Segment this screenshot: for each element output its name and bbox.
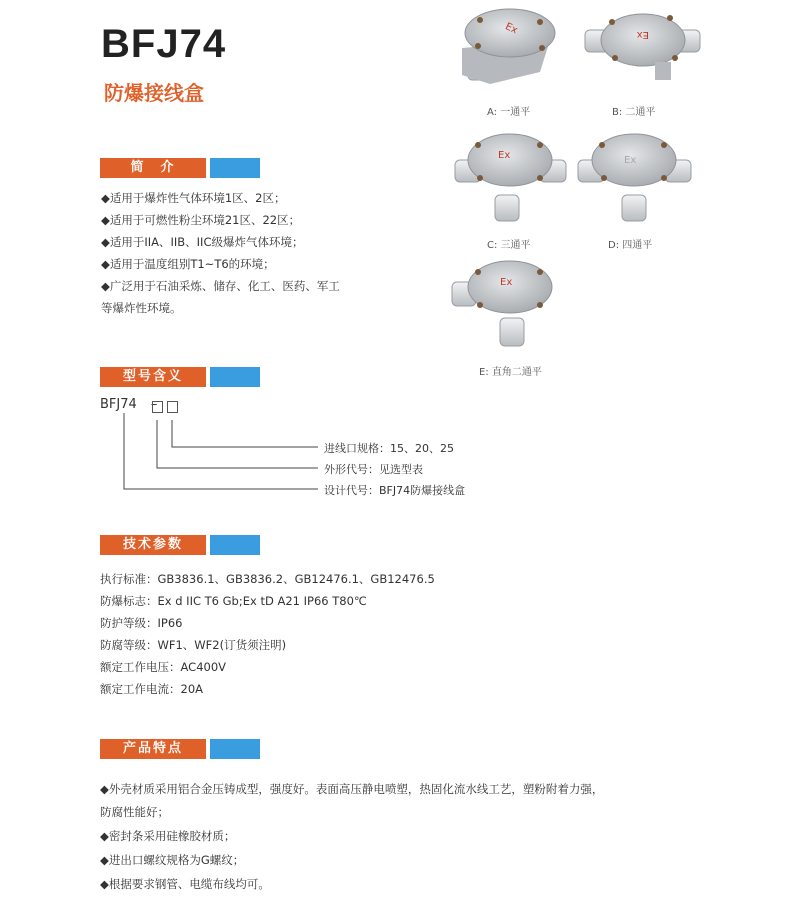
ex-mark: Ex — [498, 150, 511, 161]
intro-item: 等爆炸性环境。 — [101, 301, 182, 315]
product-caption-c: C: 三通平 — [487, 240, 531, 251]
feature-line: ◆密封条采用硅橡胶材质； — [100, 829, 236, 843]
ex-mark: Ex — [636, 29, 649, 40]
product-image-a — [462, 9, 555, 84]
intro-item: ◆广泛用于石油采炼、储存、化工、医药、军工 — [101, 279, 340, 293]
ex-mark: Ex — [503, 21, 520, 37]
product-image-e — [452, 261, 552, 346]
product-caption-a: A: 一通平 — [487, 107, 531, 118]
model-line-shape: 外形代号：见选型表 — [324, 463, 423, 476]
section-header-tech — [100, 535, 260, 555]
product-caption-d: D: 四通平 — [608, 240, 653, 251]
model-line-inlet: 进线口规格：15、20、25 — [324, 442, 454, 455]
product-caption-e: E: 直角二通平 — [479, 367, 542, 378]
section-title-model: 型号含义 — [122, 369, 183, 384]
model-line-design: 设计代号：BFJ74防爆接线盒 — [324, 484, 466, 497]
feature-line: ◆根据要求钢管、电缆布线均可。 — [100, 877, 270, 891]
model-placeholder-box — [152, 401, 163, 413]
model-placeholder-box — [167, 401, 178, 413]
section-header-model — [100, 367, 260, 387]
model-code — [100, 397, 157, 412]
ex-mark: Ex — [624, 155, 637, 166]
product-image-b — [585, 14, 700, 80]
model-code-text: BFJ74 — [100, 397, 137, 412]
section-title-features: 产品特点 — [122, 741, 183, 756]
spec-line: 执行标准：GB3836.1、GB3836.2、GB12476.1、GB12476.5 — [100, 572, 435, 586]
product-image-d — [578, 134, 691, 221]
feature-line: 防腐性能好； — [100, 805, 169, 819]
section-header-features — [100, 739, 260, 759]
model-dash: – — [150, 397, 158, 412]
spec-line: 额定工作电压：AC400V — [100, 660, 227, 674]
spec-line: 防腐等级：WF1、WF2(订货须注明) — [100, 638, 287, 652]
feature-line: ◆外壳材质采用铝合金压铸成型，强度好。表面高压静电喷塑，热固化流水线工艺，塑粉附着力强， — [100, 782, 604, 796]
spec-line: 额定工作电流：20A — [100, 682, 203, 696]
spec-line: 防爆标志：Ex d IIC T6 Gb;Ex tD A21 IP66 T80℃ — [100, 594, 367, 608]
product-image-c — [455, 134, 566, 221]
ex-mark: Ex — [500, 277, 513, 288]
page-title: BFJ74 — [101, 22, 227, 66]
page-subtitle: 防爆接线盒 — [104, 81, 204, 105]
spec-line: 防护等级：IP66 — [100, 616, 183, 630]
intro-item: ◆适用于温度组别T1~T6的环境； — [101, 257, 275, 271]
section-title-tech: 技术参数 — [122, 537, 183, 552]
feature-line: ◆进出口螺纹规格为G螺纹； — [100, 853, 245, 867]
intro-item: ◆适用于IIA、IIB、IIC级爆炸气体环境； — [101, 235, 304, 249]
product-caption-b: B: 二通平 — [612, 107, 656, 118]
intro-item: ◆适用于爆炸性气体环境1区、2区； — [101, 191, 286, 205]
section-title-intro: 简 介 — [130, 160, 176, 175]
model-bracket-lines — [124, 413, 318, 489]
intro-item: ◆适用于可燃性粉尘环境21区、22区； — [101, 213, 301, 227]
